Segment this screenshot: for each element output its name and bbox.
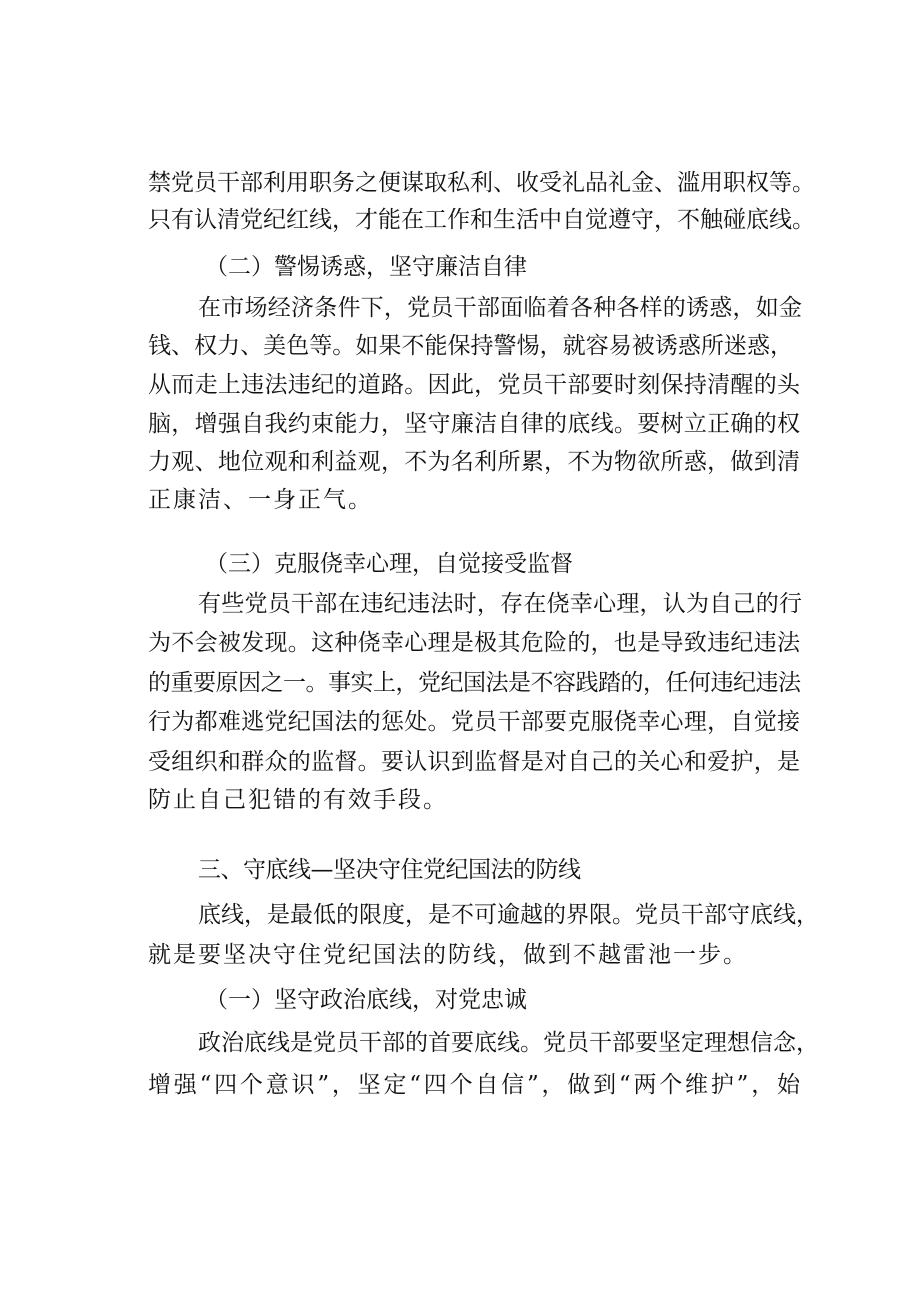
body-text-line: 就是要坚决守住党纪国法的防线，做到不越雷池一步。 [148,942,748,968]
body-text-line: 的重要原因之一。事实上，党纪国法是不容践踏的，任何违纪违法 [148,670,800,696]
body-text-line: 正康洁、一身正气。 [148,487,373,513]
subheading-3: （三）克服侥幸心理，自觉接受监督 [205,551,573,577]
body-text-line: 只有认清党纪红线，才能在工作和生活中自觉遵守，不触碰底线。 [148,207,815,233]
body-text-line: 有些党员干部在违纪违法时，存在侥幸心理，认为自己的行 [198,591,802,617]
subheading-2: （二）警惕诱惑，坚守廉洁自律 [205,254,527,280]
body-text-line: 受组织和群众的监督。要认识到监督是对自己的关心和爱护，是 [148,749,800,775]
section-heading: 三、守底线—坚决守住党纪国法的防线 [198,857,581,883]
body-text-line: 行为都难逃党纪国法的惩处。党员干部要克服侥幸心理，自觉接 [148,709,800,735]
body-text-line: 从而走上违法违纪的道路。因此，党员干部要时刻保持清醒的头 [148,372,800,398]
body-text-line: 在市场经济条件下，党员干部面临着各种各样的诱惑，如金 [198,295,802,321]
body-text-line: 力观、地位观和利益观，不为名利所累，不为物欲所惑，做到清 [148,449,800,475]
body-text-line: 政治底线是党员干部的首要底线。党员干部要坚定理想信念， [198,1030,819,1056]
body-text-line: 底线，是最低的限度，是不可逾越的界限。党员干部守底线， [198,902,819,928]
body-text-line: 防止自己犯错的有效手段。 [148,787,448,813]
body-text-line: 脑，增强自我约束能力，坚守廉洁自律的底线。要树立正确的权 [148,411,800,437]
subheading-1: （一）坚守政治底线，对党忠诚 [205,987,527,1013]
body-text-line: 增强“四个意识”，坚定“四个自信”，做到“两个维护”，始 [148,1072,800,1098]
body-text-line: 为不会被发现。这种侥幸心理是极其危险的，也是导致违纪违法 [148,630,800,656]
body-text-line: 钱、权力、美色等。如果不能保持警惕，就容易被诱惑所迷惑， [148,333,793,359]
body-text-line: 禁党员干部利用职务之便谋取私利、收受礼品礼金、滥用职权等。 [148,170,815,196]
